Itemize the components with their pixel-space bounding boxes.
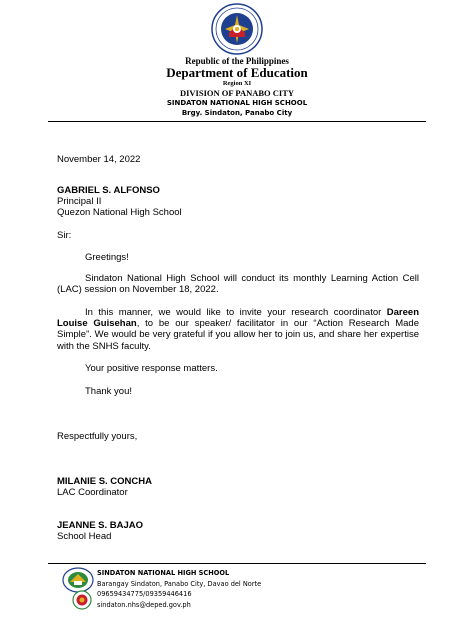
header-division: DIVISION OF PANABO CITY	[179, 88, 295, 98]
recipient-name: GABRIEL S. ALFONSO	[57, 185, 160, 196]
signatory-2-title: School Head	[57, 531, 112, 542]
paragraph-2	[57, 307, 419, 352]
footer-email: sindaton.nhs@deped.gov.ph	[97, 601, 191, 609]
signatory-2-name: JEANNE S. BAJAO	[57, 520, 144, 531]
footer-address: Barangay Sindaton, Panabo City, Davao del Norte	[97, 580, 262, 588]
recipient-school: Quezon National High School	[57, 207, 182, 218]
recipient-title: Principal II	[57, 196, 102, 207]
header-divider	[48, 121, 426, 122]
deped-seal-icon	[211, 3, 263, 55]
coordinator-name: Dareen Louise Guisehan	[57, 307, 419, 330]
paragraph-2-after: , to be our speaker/ facilitator in our “Action Research Made Simple”. We would be very grateful if you allow her to join us, and share her expertise with the SNHS faculty.	[57, 318, 419, 352]
paragraph-2-before: In this manner, we would like to invite your research coordinator	[85, 307, 387, 318]
paragraph-1-text: Sindaton National High School will conduct its monthly Learning Action Cell (LAC) session on November 18, 2022.	[57, 273, 419, 296]
school-emblem-icon	[71, 590, 93, 610]
footer-school: SINDATON NATIONAL HIGH SCHOOL	[97, 569, 230, 577]
paragraph-1	[57, 273, 419, 295]
salutation: Sir:	[57, 230, 72, 241]
header-republic: Republic of the Philippines	[185, 56, 289, 66]
signatory-1-name: MILANIE S. CONCHA	[57, 476, 152, 487]
signatory-1-title: LAC Coordinator	[57, 487, 128, 498]
header-school: SINDATON NATIONAL HIGH SCHOOL	[166, 99, 308, 107]
header-address: Brgy. Sindaton, Panabo City	[181, 109, 293, 117]
closing: Respectfully yours,	[57, 431, 138, 442]
footer-divider	[48, 563, 426, 564]
footer-phone: 09659434775/09359446416	[97, 590, 192, 598]
paragraph-3: Your positive response matters.	[85, 363, 218, 374]
greeting: Greetings!	[85, 252, 129, 263]
header-department: Department of Education	[166, 65, 308, 80]
header-region: Region XI	[222, 80, 252, 87]
thank-you: Thank you!	[85, 386, 132, 397]
letter-date: November 14, 2022	[57, 154, 141, 165]
